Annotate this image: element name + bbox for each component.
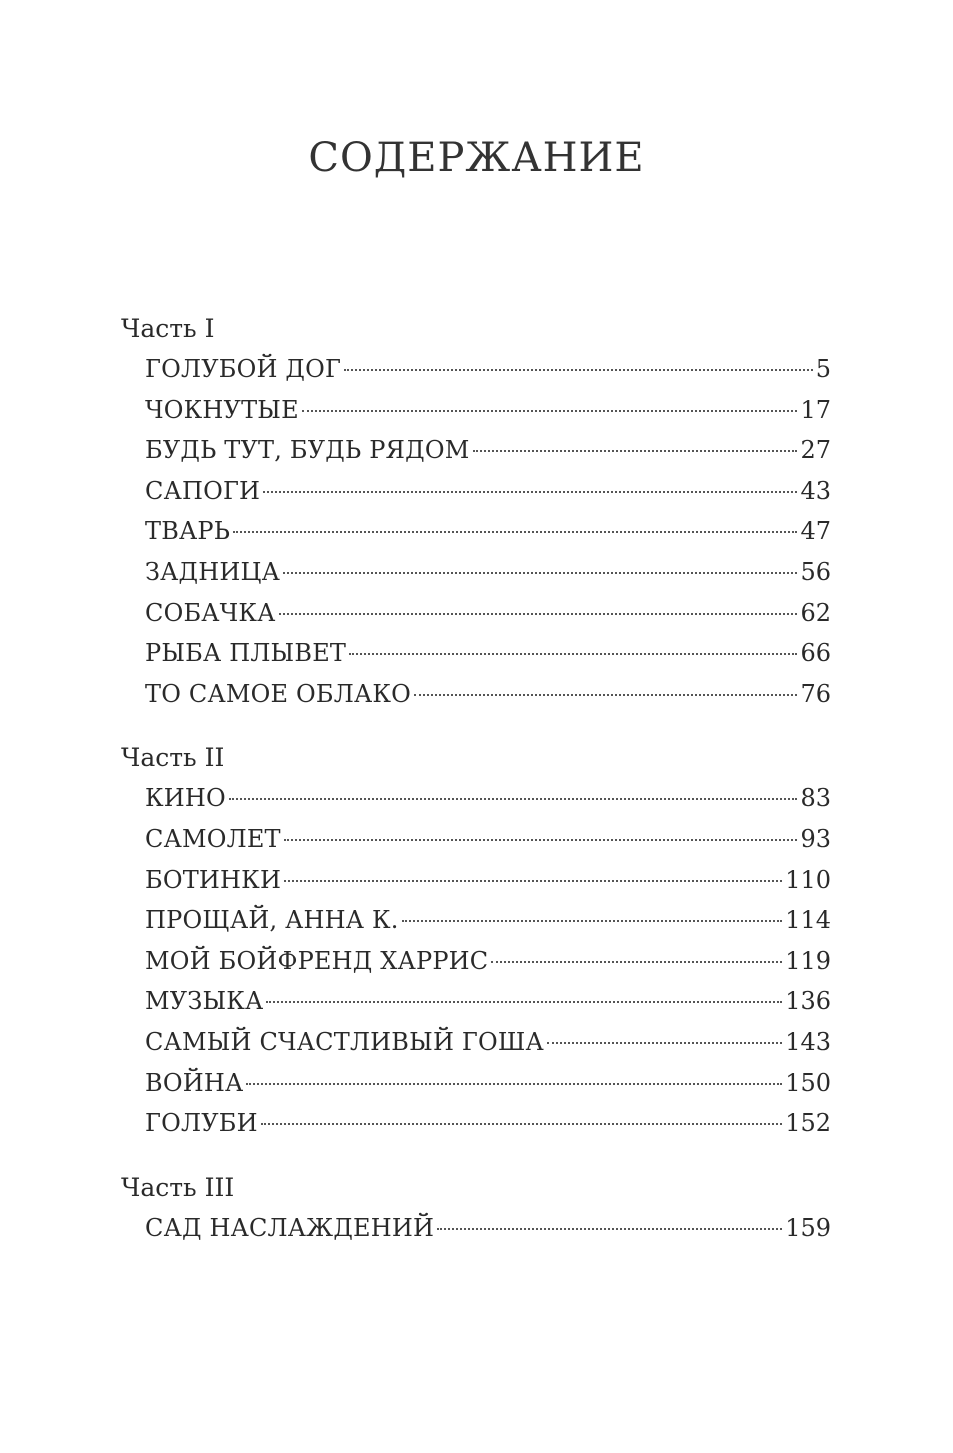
entry-title: САПОГИ: [145, 476, 261, 505]
toc-part-3: [121, 1168, 831, 1249]
entry-title: СОБАЧКА: [145, 598, 276, 627]
toc-entry[interactable]: [121, 349, 831, 390]
toc-part-2: [121, 738, 831, 1143]
entry-page-number: 136: [785, 987, 831, 1016]
dot-leader: [284, 839, 798, 841]
entry-title: МУЗЫКА: [145, 987, 264, 1016]
toc-entry[interactable]: [121, 1208, 831, 1249]
toc-entry[interactable]: [121, 674, 831, 715]
entry-page-number: 114: [785, 906, 831, 935]
toc-entry[interactable]: [121, 430, 831, 471]
dot-leader: [437, 1228, 782, 1230]
toc-entry[interactable]: [121, 1103, 831, 1144]
toc-entry[interactable]: [121, 390, 831, 431]
entry-title: САМЫЙ СЧАСТЛИВЫЙ ГОША: [145, 1027, 544, 1056]
dot-leader: [491, 961, 782, 963]
toc-entry[interactable]: [121, 941, 831, 982]
entry-title: ТО САМОЕ ОБЛАКО: [145, 679, 412, 708]
entry-page-number: 66: [800, 639, 831, 668]
entry-page-number: 143: [785, 1027, 831, 1056]
dot-leader: [302, 410, 798, 412]
dot-leader: [344, 369, 813, 371]
entry-title: ГОЛУБОЙ ДОГ: [145, 355, 342, 383]
entry-page-number: 150: [785, 1068, 831, 1097]
dot-leader: [349, 653, 797, 655]
entry-page-number: 43: [800, 476, 831, 505]
entry-page-number: 5: [815, 355, 831, 383]
entry-page-number: 47: [800, 517, 831, 546]
table-of-contents: [121, 309, 831, 1248]
page-title: СОДЕРЖАНИЕ: [308, 135, 645, 181]
entry-title: МОЙ БОЙФРЕНД ХАРРИС: [145, 946, 489, 975]
dot-leader: [261, 1123, 782, 1125]
entry-title: ПРОЩАЙ, АННА К.: [145, 906, 399, 935]
part-label: Часть I: [121, 314, 215, 343]
part-label: Часть II: [121, 743, 225, 773]
entry-page-number: 110: [785, 865, 831, 894]
entry-page-number: 56: [800, 557, 831, 586]
toc-entry[interactable]: [121, 860, 831, 901]
dot-leader: [473, 450, 798, 452]
toc-entry[interactable]: [121, 552, 831, 593]
entry-title: ВОЙНА: [145, 1068, 244, 1097]
entry-title: ТВАРЬ: [145, 517, 231, 546]
dot-leader: [229, 798, 798, 800]
entry-title: ГОЛУБИ: [145, 1109, 258, 1138]
toc-entry[interactable]: [121, 511, 831, 552]
entry-title: ЧОКНУТЫЕ: [145, 395, 299, 424]
part-label: Часть III: [121, 1172, 235, 1202]
toc-entry[interactable]: [121, 593, 831, 634]
toc-entry[interactable]: [121, 819, 831, 860]
entry-page-number: 93: [800, 824, 831, 853]
dot-leader: [263, 491, 797, 493]
dot-leader: [547, 1042, 782, 1044]
entry-page-number: 17: [800, 395, 831, 424]
entry-title: КИНО: [145, 784, 226, 813]
toc-entry[interactable]: [121, 1022, 831, 1063]
dot-leader: [414, 694, 797, 696]
dot-leader: [266, 1001, 782, 1003]
entry-page-number: 152: [785, 1109, 831, 1138]
entry-title: БОТИНКИ: [145, 865, 282, 894]
dot-leader: [284, 880, 782, 882]
toc-entry[interactable]: [121, 633, 831, 674]
toc-entry[interactable]: [121, 1063, 831, 1104]
toc-entry[interactable]: [121, 471, 831, 512]
entry-title: САД НАСЛАЖДЕНИЙ: [145, 1213, 435, 1242]
entry-page-number: 119: [785, 946, 831, 975]
entry-page-number: 62: [800, 598, 831, 627]
dot-leader: [283, 572, 797, 574]
entry-page-number: 159: [785, 1213, 831, 1242]
toc-entry[interactable]: [121, 900, 831, 941]
dot-leader: [233, 531, 797, 533]
entry-title: РЫБА ПЛЫВЕТ: [145, 639, 347, 668]
entry-page-number: 27: [800, 436, 831, 465]
entry-page-number: 76: [800, 679, 831, 708]
dot-leader: [279, 613, 798, 615]
dot-leader: [402, 920, 783, 922]
toc-part-1: [121, 309, 831, 714]
toc-entry[interactable]: [121, 778, 831, 819]
entry-title: БУДЬ ТУТ, БУДЬ РЯДОМ: [145, 436, 470, 465]
dot-leader: [246, 1083, 782, 1085]
entry-page-number: 83: [800, 784, 831, 813]
toc-entry[interactable]: [121, 981, 831, 1022]
entry-title: ЗАДНИЦА: [145, 557, 281, 586]
entry-title: САМОЛЕТ: [145, 824, 281, 853]
